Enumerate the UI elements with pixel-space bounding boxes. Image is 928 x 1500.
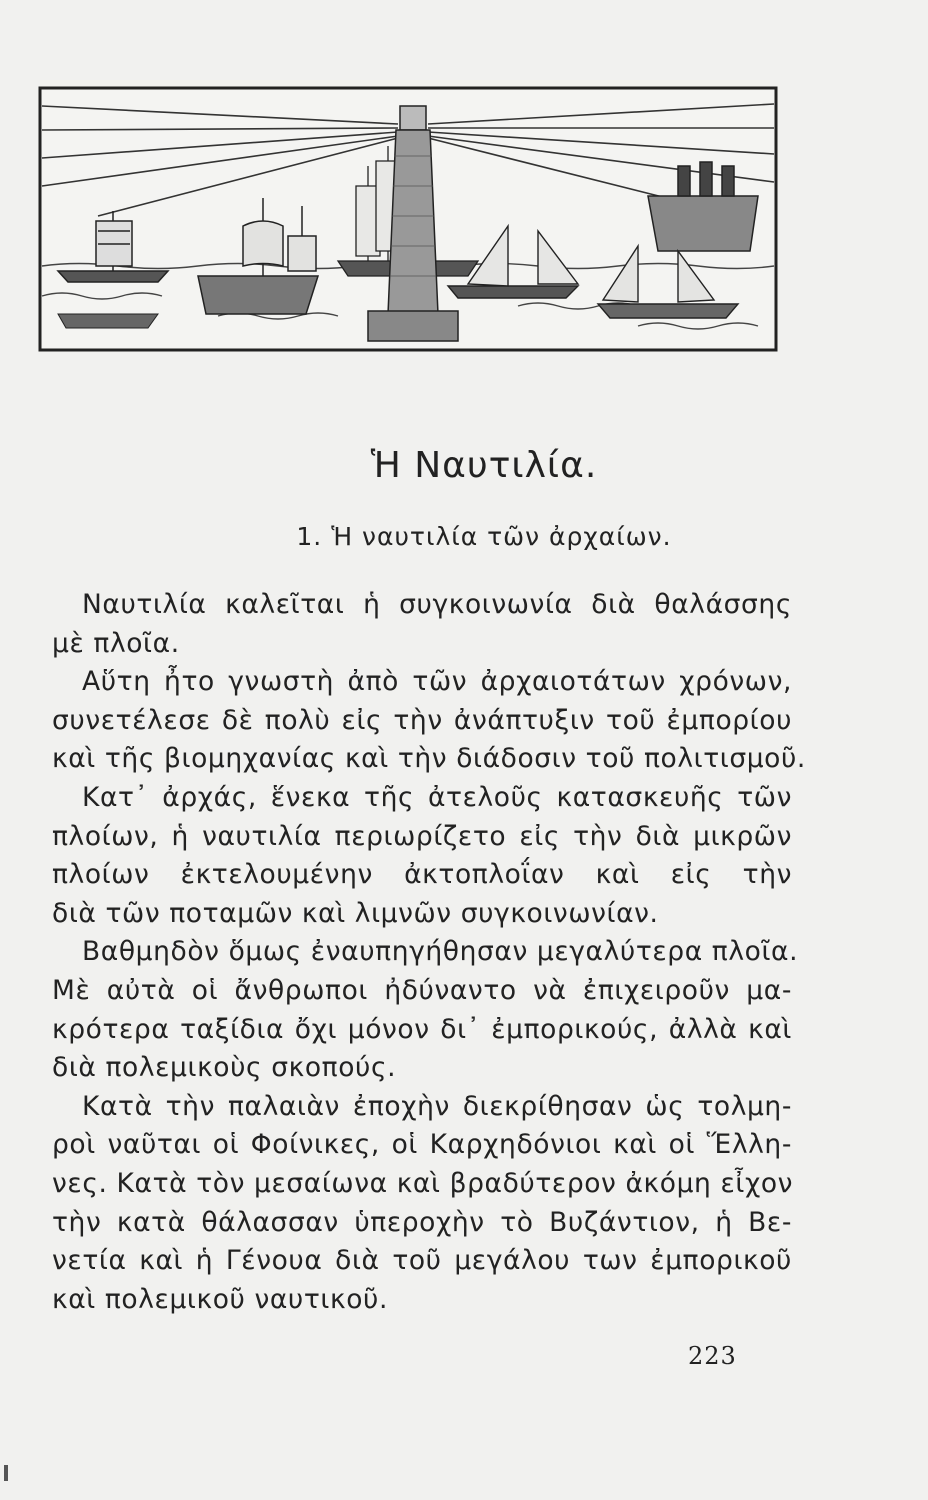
text-line: κρότερα ταξίδια ὄχι μόνον δι᾿ ἐμπορικούς, ἀλλὰ καὶ xyxy=(52,1013,792,1045)
text-line: Κατὰ τὴν παλαιὰν ἐποχὴν διεκρίθησαν ὡς τολμη- xyxy=(82,1090,792,1122)
text-line: μὲ πλοῖα. xyxy=(52,627,180,659)
lighthouse-ships-illustration xyxy=(38,86,778,352)
text-line: Βαθμηδὸν ὅμως ἐναυπηγήθησαν μεγαλύτερα πλοῖα. xyxy=(82,936,799,968)
text-line: Κατ᾿ ἀρχάς, ἕνεκα τῆς ἀτελοῦς κατασκευῆς τῶν xyxy=(82,781,792,813)
text-line: νες. Κατὰ τὸν μεσαίωνα καὶ βραδύτερον ἀκόμη εἶχον xyxy=(52,1167,794,1199)
text-line: Αὕτη ἦτο γνωστὴ ἀπὸ τῶν ἀρχαιοτάτων χρόνων, xyxy=(82,666,792,698)
text-line: πλοίων, ἡ ναυτιλία περιωρίζετο εἰς τὴν διὰ μικρῶν xyxy=(52,820,792,852)
text-line: Ναυτιλία καλεῖται ἡ συγκοινωνία διὰ θαλάσσης xyxy=(82,589,792,620)
text-line: ροὶ ναῦται οἱ Φοίνικες, οἱ Καρχηδόνιοι καὶ οἱ Ἕλλη- xyxy=(52,1129,792,1161)
text-line: καὶ τῆς βιομηχανίας καὶ τὴν διάδοσιν τοῦ πολιτισμοῦ. xyxy=(52,743,806,775)
page-number: 223 xyxy=(688,1342,737,1370)
text-line: τὴν κατὰ θάλασσαν ὑπεροχὴν τὸ Βυζάντιον, ἡ Βε- xyxy=(52,1206,792,1238)
text-line: διὰ τῶν ποταμῶν καὶ λιμνῶν συγκοινωνίαν. xyxy=(52,897,659,929)
text-line: πλοίων ἐκτελουμένην ἀκτοπλοΐαν καὶ εἰς τὴν xyxy=(52,859,792,891)
chapter-title: Ἡ Ναυτιλία. xyxy=(370,445,598,486)
section-subtitle: 1. Ἡ ναυτιλία τῶν ἀρχαίων. xyxy=(296,522,672,551)
margin-mark xyxy=(4,1465,8,1481)
text-line: καὶ πολεμικοῦ ναυτικοῦ. xyxy=(52,1283,388,1315)
text-line: Μὲ αὐτὰ οἱ ἄνθρωποι ἠδύναντο νὰ ἐπιχειροῦν μα- xyxy=(52,974,792,1006)
lighthouse-ships-icon xyxy=(38,86,778,352)
body-text xyxy=(52,586,806,1319)
text-line: συνετέλεσε δὲ πολὺ εἰς τὴν ἀνάπτυξιν τοῦ ἐμπορίου xyxy=(52,704,792,736)
text-line: νετία καὶ ἡ Γένουα διὰ τοῦ μεγάλου των ἐμπορικοῦ xyxy=(52,1245,792,1277)
text-line: διὰ πολεμικοὺς σκοπούς. xyxy=(52,1052,397,1084)
